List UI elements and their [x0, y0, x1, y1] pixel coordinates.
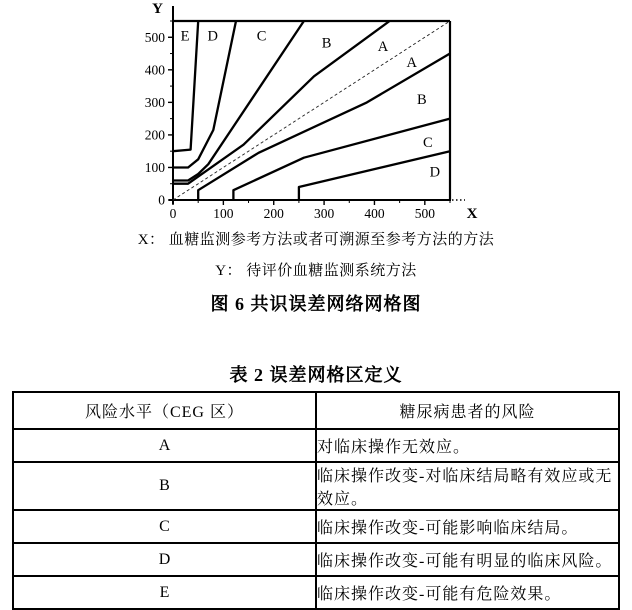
chart-text: B — [416, 92, 427, 109]
table-row — [13, 429, 619, 462]
risk-level-cell: E — [13, 576, 316, 609]
risk-description-cell: 临床操作改变-对临床结局略有效应或无效应。 — [316, 462, 619, 510]
figure-caption: 图 6 共识误差网络网格图 — [210, 294, 422, 314]
zone-A-upper-boundary — [173, 21, 390, 184]
consensus-error-grid-chart — [110, 0, 500, 226]
risk-level-cell: B — [13, 462, 316, 510]
chart-text: X — [466, 206, 478, 222]
risk-description-cell: 临床操作改变-可能有明显的临床风险。 — [316, 543, 619, 576]
risk-description-cell: 临床操作改变-可能影响临床结局。 — [316, 510, 619, 543]
risk-level-cell: D — [13, 543, 316, 576]
zone-C-lower-boundary — [299, 151, 450, 200]
chart-text: 100 — [213, 206, 234, 221]
error-grid-plot — [110, 0, 500, 226]
chart-text: Y — [152, 1, 163, 17]
chart-text: 500 — [144, 29, 165, 45]
table-row — [13, 543, 619, 576]
chart-text: B — [321, 35, 332, 52]
y-axis-definition: Y： 待评价血糖监测系统方法 — [215, 263, 417, 279]
chart-text: C — [423, 135, 433, 152]
chart-text: C — [256, 28, 267, 45]
chart-text: 100 — [144, 159, 165, 175]
chart-text: D — [429, 164, 441, 181]
chart-text: 400 — [364, 206, 385, 221]
header-patient-risk: 糖尿病患者的风险 — [316, 392, 619, 429]
table-row — [13, 462, 619, 510]
chart-text: A — [406, 55, 417, 72]
table-row — [13, 510, 619, 543]
chart-text: D — [207, 28, 219, 45]
chart-text: 500 — [414, 206, 435, 221]
risk-level-cell: C — [13, 510, 316, 543]
chart-text: A — [377, 39, 389, 56]
error-grid-zone-table — [12, 391, 620, 610]
table-header-row — [13, 392, 619, 429]
chart-text: E — [180, 28, 190, 45]
risk-level-cell: A — [13, 429, 316, 462]
chart-text: 200 — [144, 127, 165, 143]
chart-text: 300 — [144, 94, 165, 110]
zone-A-lower-boundary — [198, 54, 450, 201]
chart-text: 200 — [263, 206, 284, 221]
table-title: 表 2 误差网格区定义 — [229, 365, 403, 385]
risk-description-cell: 临床操作改变-可能有危险效果。 — [316, 576, 619, 609]
table-row — [13, 576, 619, 609]
chart-text: 0 — [158, 192, 165, 208]
chart-text: 300 — [313, 206, 335, 221]
x-axis-definition: X： 血糖监测参考方法或者可溯源至参考方法的方法 — [137, 232, 495, 248]
risk-description-cell: 对临床操作无效应。 — [316, 429, 619, 462]
header-risk-level: 风险水平（CEG 区） — [13, 392, 316, 429]
chart-text: 400 — [144, 62, 165, 78]
identity-diagonal — [173, 21, 450, 200]
chart-text: 0 — [169, 206, 177, 221]
